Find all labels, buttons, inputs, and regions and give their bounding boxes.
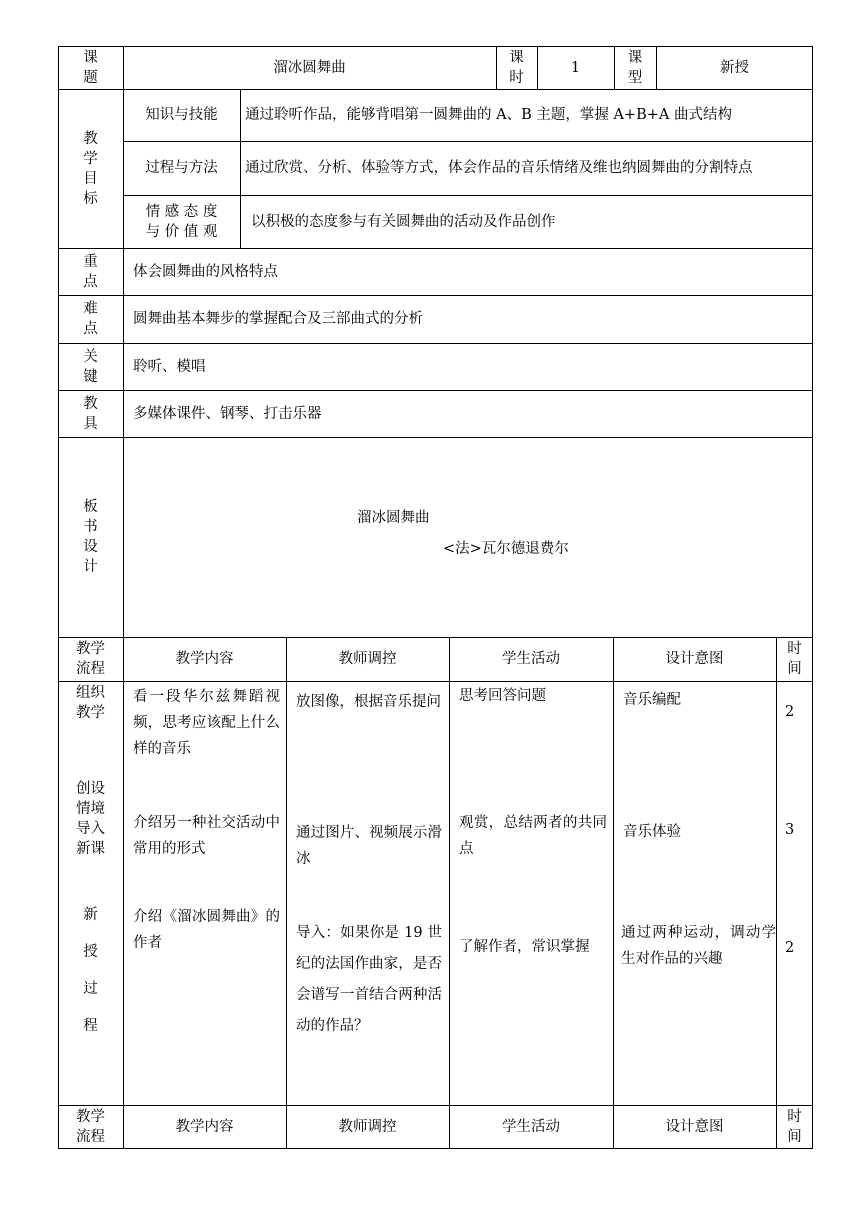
flow-row-1-intent: 音乐编配 xyxy=(623,692,681,708)
flow-teacher-header-repeat: 教师调控 xyxy=(338,1119,397,1135)
row-line xyxy=(58,681,813,682)
type-value: 新授 xyxy=(720,59,749,76)
flow-row-3-teacher: 导入：如果你是 19 世纪的法国作曲家，是否会谱写一首结合两种活动的作品？ xyxy=(296,925,442,1034)
key-label: 关 键 xyxy=(83,348,98,385)
flow-stage-new-lesson: 新 授 过 程 xyxy=(83,907,98,1034)
flow-row-2-content: 介绍另一种社交活动中常用的形式 xyxy=(133,815,280,857)
flow-row-1-teacher: 放图像，根据音乐提问 xyxy=(296,694,441,710)
flow-teacher-header: 教师调控 xyxy=(338,651,397,667)
row-line xyxy=(58,437,813,438)
flow-time-header: 时 间 xyxy=(787,641,802,677)
col-line xyxy=(776,637,777,1149)
objective-label-attitude: 情 感 态 度 与 价 值 观 xyxy=(145,203,218,240)
topic-value: 溜冰圆舞曲 xyxy=(273,59,346,76)
flow-stage-introduce: 创设 情境 导入 新课 xyxy=(76,781,105,857)
period-label: 课 时 xyxy=(509,49,524,86)
board-title: 溜冰圆舞曲 xyxy=(357,510,430,526)
tools-text: 多媒体课件、钢琴、打击乐器 xyxy=(133,405,322,422)
flow-time-header-repeat: 时 间 xyxy=(787,1109,802,1145)
flow-stage-header: 教学 流程 xyxy=(76,641,105,677)
flow-stage-organize: 组织 教学 xyxy=(76,685,105,721)
flow-row-1-student: 思考回答问题 xyxy=(459,688,546,704)
objective-text-process: 通过欣赏、分析、体验等方式，体会作品的音乐情绪及维也纳圆舞曲的分割特点 xyxy=(245,160,753,176)
flow-row-3-time: 2 xyxy=(785,940,795,956)
flow-row-3-content: 介绍《溜冰圆舞曲》的作者 xyxy=(133,909,280,951)
flow-content-header-repeat: 教学内容 xyxy=(175,1119,234,1135)
objective-text-knowledge: 通过聆听作品，能够背唱第一圆舞曲的 A、B 主题，掌握 A+B+A 曲式结构 xyxy=(245,107,732,123)
objective-text-attitude: 以积极的态度参与有关圆舞曲的活动及作品创作 xyxy=(251,213,556,230)
col-line xyxy=(449,637,450,1149)
flow-intent-header: 设计意图 xyxy=(665,651,724,667)
key-point-label: 重 点 xyxy=(83,253,98,290)
flow-row-1-time: 2 xyxy=(785,704,795,720)
flow-row-1-content: 看一段华尔兹舞蹈视频，思考应该配上什么样的音乐 xyxy=(133,689,280,757)
flow-student-header: 学生活动 xyxy=(502,651,560,667)
key-point-text: 体会圆舞曲的风格特点 xyxy=(133,263,278,280)
col-line xyxy=(613,637,614,1149)
tools-label: 教 具 xyxy=(83,395,98,432)
topic-label: 课 题 xyxy=(83,49,98,86)
flow-row-2-student: 观赏，总结两者的共同点 xyxy=(459,815,607,857)
flow-row-2-time: 3 xyxy=(785,822,795,838)
flow-content-header: 教学内容 xyxy=(175,651,234,667)
flow-row-3-intent: 通过两种运动，调动学生对作品的兴趣 xyxy=(621,925,776,967)
difficulty-text: 圆舞曲基本舞步的掌握配合及三部曲式的分析 xyxy=(133,311,423,327)
objectives-label: 教 学 目 标 xyxy=(83,130,98,207)
flow-intent-header-repeat: 设计意图 xyxy=(665,1119,724,1135)
objective-label-process: 过程与方法 xyxy=(145,160,218,176)
board-label: 板 书 设 计 xyxy=(83,499,98,575)
board-author: <法>瓦尔德退费尔 xyxy=(443,541,569,557)
flow-stage-header-repeat: 教学 流程 xyxy=(76,1109,105,1145)
difficulty-label: 难 点 xyxy=(83,301,98,337)
col-line xyxy=(286,637,287,1149)
objective-label-knowledge: 知识与技能 xyxy=(145,107,218,123)
type-label: 课 型 xyxy=(627,49,643,86)
flow-row-3-student: 了解作者，常识掌握 xyxy=(459,939,590,955)
flow-student-header-repeat: 学生活动 xyxy=(502,1119,560,1135)
period-value: 1 xyxy=(570,59,581,76)
flow-row-2-intent: 音乐体验 xyxy=(623,824,681,840)
flow-row-2-teacher: 通过图片、视频展示滑冰 xyxy=(296,825,442,867)
key-text: 聆听、模唱 xyxy=(133,358,206,375)
col-line xyxy=(240,89,241,248)
